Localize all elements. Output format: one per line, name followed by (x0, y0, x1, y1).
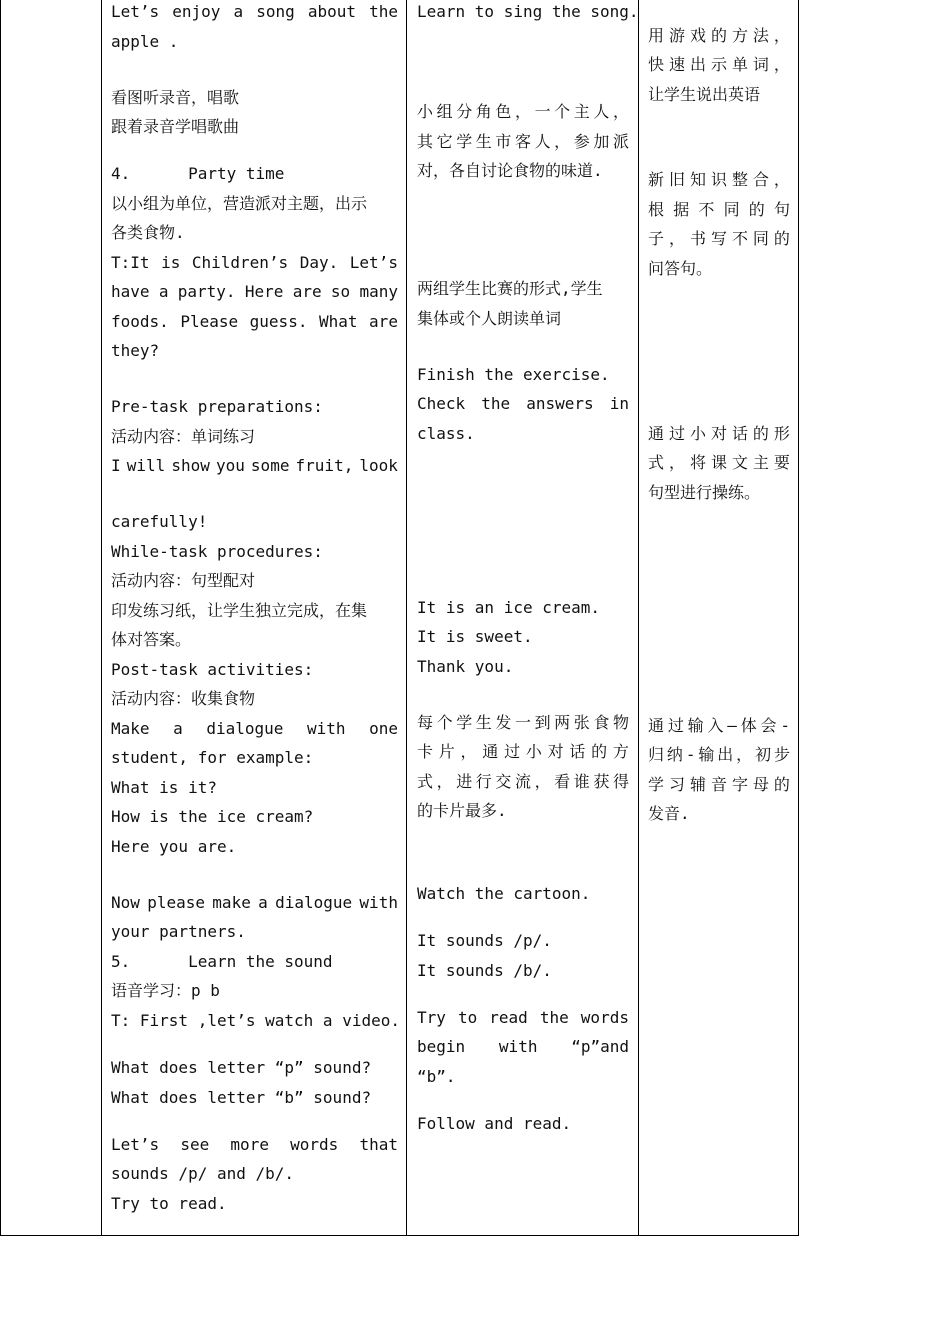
text-line: How is the ice cream? (111, 807, 314, 827)
column-divider (638, 0, 639, 1236)
text-line: Post-task activities: (111, 659, 314, 679)
text-line: Watch the cartoon. (417, 884, 591, 904)
text-line: Try to read the words (417, 1007, 629, 1027)
text-line: Now please make a dialogue with (111, 892, 398, 912)
text-line: 句型进行操练。 (648, 482, 761, 502)
text-line: 体对答案。 (111, 630, 192, 650)
text-line: “b”. (417, 1066, 456, 1086)
text-line: 子 ， 书 写 不 同 的 (648, 229, 790, 249)
text-line: 通 过 小 对 话 的 形 (648, 423, 790, 443)
text-line: 活动内容：单词练习 (111, 426, 256, 446)
text-line: 式 ， 进 行 交 流 ， 看 谁 获 得 (417, 771, 629, 791)
text-line: Learn to sing the song. (417, 2, 639, 21)
text-line: Pre-task preparations: (111, 397, 323, 417)
text-line: 集体或个人朗读单词 (417, 308, 562, 328)
text-line: 5. Learn the sound (111, 951, 333, 971)
text-line: 各类食物. (111, 223, 185, 243)
text-line: 新 旧 知 识 整 合 ， (648, 170, 790, 190)
text-line: Finish the exercise. (417, 364, 610, 384)
text-line: apple . (111, 31, 179, 51)
text-line: 每 个 学 生 发 一 到 两 张 食 物 (417, 712, 629, 732)
column-divider (406, 0, 407, 1236)
text-line: 快 速 出 示 单 词 ， (648, 55, 790, 75)
text-line: 印发练习纸，让学生独立完成，在集 (111, 600, 368, 620)
text-line: 跟着录音学唱歌曲 (111, 117, 240, 137)
text-line: have a party. Here are so many (111, 282, 398, 302)
text-line: 其 它 学 生 市 客 人 ， 参 加 派 (417, 131, 629, 151)
text-line: It is sweet. (417, 627, 533, 647)
text-line: 发音. (648, 804, 690, 824)
text-line: Follow and read. (417, 1114, 572, 1134)
text-line: 问答句。 (648, 258, 713, 278)
text-line: foods. Please guess. What are (111, 311, 398, 331)
text-line: 归 纳 - 输 出 ， 初 步 (648, 745, 790, 765)
text-line: 卡 片 ， 通 过 小 对 话 的 方 (417, 742, 629, 762)
text-line: 活动内容：收集食物 (111, 689, 256, 709)
text-line: T: First ,let’s watch a video. (111, 1010, 400, 1030)
text-line: Let’s see more words that (111, 1134, 398, 1154)
text-line: While-task procedures: (111, 541, 323, 561)
text-line: What does letter “b” sound? (111, 1087, 372, 1107)
text-line: Make a dialogue with one (111, 718, 398, 738)
text-line: 学 习 辅 音 字 母 的 (648, 774, 790, 794)
text-line: 的卡片最多. (417, 801, 507, 821)
text-line: What is it? (111, 777, 217, 797)
column-divider (101, 0, 102, 1236)
text-line: It sounds /p/. (417, 931, 552, 951)
text-line: It sounds /b/. (417, 960, 552, 980)
text-line: 两组学生比赛的形式,学生 (417, 279, 603, 299)
text-line: carefully! (111, 512, 208, 532)
text-line: your partners. (111, 922, 246, 942)
text-line: Check the answers in (417, 394, 629, 414)
text-line: I will show you some fruit, look (111, 456, 398, 476)
text-line: begin with “p”and (417, 1037, 629, 1057)
text-line: 小 组 分 角 色 ， 一 个 主 人 ， (417, 102, 629, 122)
text-line: sounds /p/ and /b/. (111, 1164, 295, 1184)
text-line: Try to read. (111, 1193, 227, 1213)
text-line: Here you are. (111, 836, 237, 856)
text-line: student, for example: (111, 748, 314, 768)
text-line: 用 游 戏 的 方 法 ， (648, 25, 790, 45)
text-line: 式 ， 将 课 文 主 要 (648, 453, 790, 473)
text-line: Thank you. (417, 656, 514, 676)
text-line: they? (111, 341, 160, 361)
text-line: 语音学习：p b (111, 981, 220, 1001)
text-line: 让学生说出英语 (648, 84, 761, 104)
text-line: 以小组为单位，营造派对主题，出示 (111, 193, 368, 213)
text-line: Let’s enjoy a song about the (111, 2, 398, 21)
text-line: T:It is Children’s Day. Let’s (111, 252, 398, 272)
text-line: 通 过 输 入 — 体 会 - (648, 715, 790, 735)
text-line: What does letter “p” sound? (111, 1058, 372, 1078)
text-line: 活动内容：句型配对 (111, 571, 256, 591)
text-line: 对，各自讨论食物的味道. (417, 161, 603, 181)
text-line: 根 据 不 同 的 句 (648, 199, 790, 219)
text-line: class. (417, 423, 475, 443)
text-line: It is an ice cream. (417, 597, 601, 617)
text-line: 4. Party time (111, 164, 285, 184)
text-line: 看图听录音，唱歌 (111, 87, 240, 107)
